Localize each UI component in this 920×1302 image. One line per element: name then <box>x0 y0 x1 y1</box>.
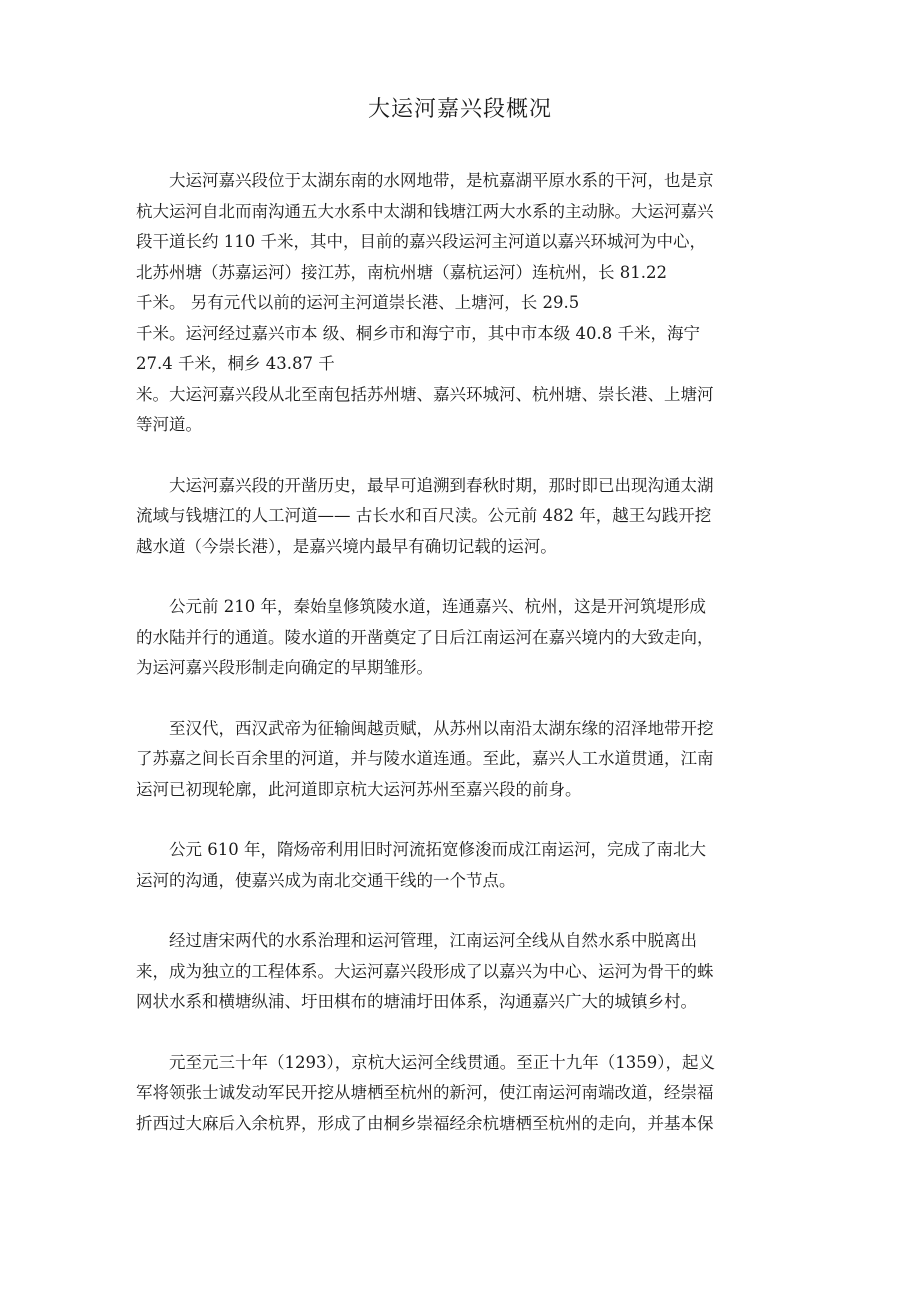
paragraph <box>136 1048 788 1140</box>
paragraph-line: 米。大运河嘉兴段从北至南包括苏州塘、嘉兴环城河、杭州塘、崇长港、上塘河 <box>136 384 714 404</box>
paragraph-line: 流域与钱塘江的人工河道—— 古长水和百尺渎。公元前 482 年，越王勾践开挖 <box>136 506 712 525</box>
paragraph <box>136 166 788 441</box>
paragraph-line: 杭大运河自北而南沟通五大水系中太湖和钱塘江两大水系的主动脉。大运河嘉兴 <box>136 201 714 221</box>
paragraph-line: 网状水系和横塘纵浦、圩田棋布的塘浦圩田体系，沟通嘉兴广大的城镇乡村。 <box>136 992 697 1011</box>
paragraph-line: 军将领张士诚发动军民开挖从塘栖至杭州的新河，使江南运河南端改道，经崇福 <box>136 1083 714 1102</box>
paragraph-line: 北苏州塘（苏嘉运河）接江苏，南杭州塘（嘉杭运河）连杭州，长 81.22 <box>136 262 667 282</box>
paragraph-line: 至汉代，西汉武帝为征输闽越贡赋，从苏州以南沿太湖东缘的沼泽地带开挖 <box>169 718 714 738</box>
paragraph-line: 的水陆并行的通道。陵水道的开凿奠定了日后江南运河在嘉兴境内的大致走向， <box>136 627 714 647</box>
paragraph-line: 越水道（今崇长港），是嘉兴境内最早有确切记载的运河。 <box>136 536 557 556</box>
paragraph-line: 经过唐宋两代的水系治理和运河管理，江南运河全线从自然水系中脱离出 <box>169 931 697 950</box>
paragraph-line: 运河已初现轮廓，此河道即京杭大运河苏州至嘉兴段的前身。 <box>136 779 582 799</box>
paragraph-line: 元至元三十年（1293），京杭大运河全线贯通。至正十九年（1359），起义 <box>169 1052 715 1072</box>
paragraph-line: 等河道。 <box>136 415 202 434</box>
paragraph-line: 运河的沟通，使嘉兴成为南北交通干线的一个节点。 <box>136 870 516 890</box>
paragraph <box>136 471 788 563</box>
paragraph-line: 公元前 210 年，秦始皇修筑陵水道，连通嘉兴、杭州，这是开河筑堤形成 <box>169 597 706 616</box>
paragraph-line: 段干道长约 110 千米，其中，目前的嘉兴段运河主河道以嘉兴环城河为中心， <box>136 232 706 251</box>
paragraph <box>136 926 788 1018</box>
paragraph-line: 了苏嘉之间长百余里的河道，并与陵水道连通。至此，嘉兴人工水道贯通，江南 <box>136 749 714 768</box>
paragraph-line: 大运河嘉兴段的开凿历史，最早可追溯到春秋时期，那时即已出现沟通太湖 <box>169 475 714 495</box>
paragraph-line: 折西过大麻后入余杭界，形成了由桐乡崇福经余杭塘栖至杭州的走向，并基本保 <box>136 1113 714 1133</box>
paragraph <box>136 592 788 684</box>
document-body <box>136 166 788 1169</box>
paragraph-line: 大运河嘉兴段位于太湖东南的水网地带，是杭嘉湖平原水系的干河，也是京 <box>169 171 714 190</box>
paragraph <box>136 835 788 896</box>
paragraph-line: 公元 610 年，隋炀帝利用旧时河流拓宽修浚而成江南运河，完成了南北大 <box>169 840 706 859</box>
paragraph-line: 千米。运河经过嘉兴市本 级、桐乡市和海宁市，其中市本级 40.8 千米，海宁 <box>136 323 700 343</box>
document-title: 大运河嘉兴段概况 <box>367 97 552 122</box>
paragraph-line: 千米。 另有元代以前的运河主河道崇长港、上塘河，长 29.5 <box>136 293 580 312</box>
paragraph-line: 27.4 千米，桐乡 43.87 千 <box>136 354 335 373</box>
paragraph-line: 为运河嘉兴段形制走向确定的早期雏形。 <box>136 658 433 677</box>
paragraph-line: 来，成为独立的工程体系。大运河嘉兴段形成了以嘉兴为中心、运河为骨干的蛛 <box>136 961 714 981</box>
paragraph <box>136 714 788 806</box>
